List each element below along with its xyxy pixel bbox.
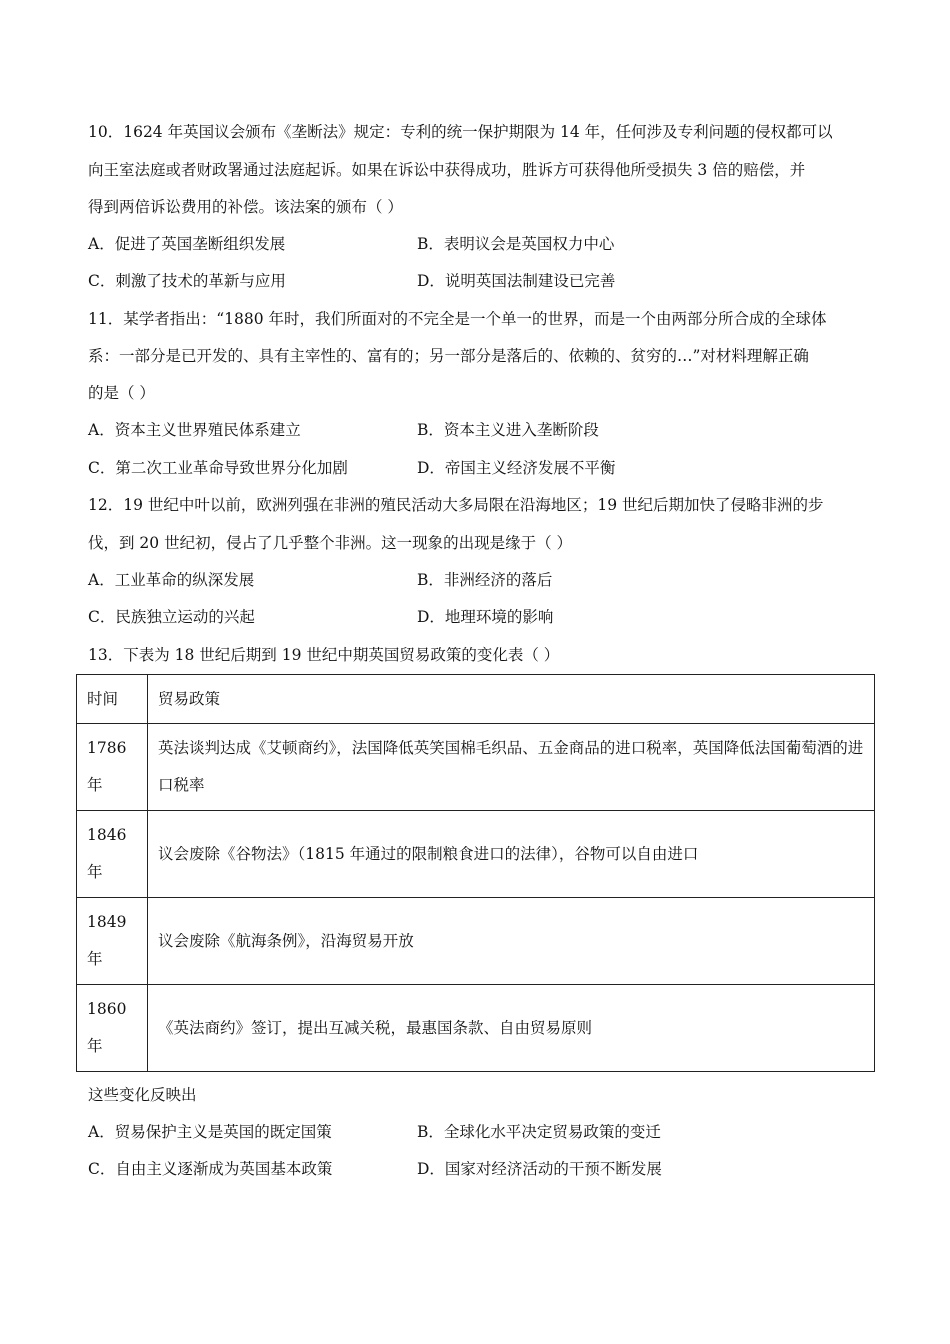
table-row bbox=[77, 811, 875, 898]
table-cell-policy: 议会废除《谷物法》（1815 年通过的限制粮食进口的法律），谷物可以自由进口 bbox=[148, 811, 875, 898]
table-cell-year: 1786 年 bbox=[77, 724, 148, 811]
table-header-policy: 贸易政策 bbox=[148, 675, 875, 724]
q13-option-d[interactable]: D．国家对经济活动的干预不断发展 bbox=[417, 1160, 662, 1178]
q10-option-a[interactable]: A．促进了英国垄断组织发展 bbox=[88, 235, 286, 253]
q10-option-b[interactable]: B．表明议会是英国权力中心 bbox=[417, 235, 615, 253]
q11-option-a[interactable]: A．资本主义世界殖民体系建立 bbox=[88, 421, 301, 439]
q11-stem-line2: 系：一部分是已开发的、具有主宰性的、富有的；另一部分是落后的、依赖的、贫穷的…”对材料理解正确 bbox=[88, 347, 809, 365]
table-cell-policy: 议会废除《航海条例》，沿海贸易开放 bbox=[148, 898, 875, 985]
table-row bbox=[77, 724, 875, 811]
trade-policy-table bbox=[76, 674, 875, 1072]
table-row bbox=[77, 985, 875, 1072]
table-cell-policy: 《英法商约》签订，提出互减关税，最惠国条款、自由贸易原则 bbox=[148, 985, 875, 1072]
table-cell-year: 1849 年 bbox=[77, 898, 148, 985]
q12-option-c[interactable]: C．民族独立运动的兴起 bbox=[88, 608, 255, 626]
q13-after-text: 这些变化反映出 bbox=[88, 1086, 197, 1104]
q12-stem-line2: 伐，到 20 世纪初，侵占了几乎整个非洲。这一现象的出现是缘于（ ） bbox=[88, 534, 573, 552]
q13-option-c[interactable]: C．自由主义逐渐成为英国基本政策 bbox=[88, 1160, 333, 1178]
q10-option-c[interactable]: C．刺激了技术的革新与应用 bbox=[88, 272, 286, 290]
q11-option-b[interactable]: B．资本主义进入垄断阶段 bbox=[417, 421, 599, 439]
table-row bbox=[77, 898, 875, 985]
q13-option-a[interactable]: A．贸易保护主义是英国的既定国策 bbox=[88, 1123, 332, 1141]
q13-option-b[interactable]: B．全球化水平决定贸易政策的变迁 bbox=[417, 1123, 661, 1141]
q11-stem-line1: 11．某学者指出：“1880 年时，我们所面对的不完全是一个单一的世界，而是一个由两部分所合成的全球体 bbox=[88, 310, 827, 328]
table-header-row bbox=[77, 675, 875, 724]
table-cell-policy: 英法谈判达成《艾顿商约》，法国降低英笑国棉毛织品、五金商品的进口税率，英国降低法国葡萄酒的进口税率 bbox=[148, 724, 875, 811]
q13-stem: 13．下表为 18 世纪后期到 19 世纪中期英国贸易政策的变化表（ ） bbox=[88, 646, 560, 664]
q10-stem-line2: 向王室法庭或者财政署通过法庭起诉。如果在诉讼中获得成功，胜诉方可获得他所受损失 3 倍的赔偿，并 bbox=[88, 161, 806, 179]
q12-option-a[interactable]: A．工业革命的纵深发展 bbox=[88, 571, 255, 589]
q11-option-c[interactable]: C．第二次工业革命导致世界分化加剧 bbox=[88, 459, 348, 477]
q10-stem-line1: 10．1624 年英国议会颁布《垄断法》规定：专利的统一保护期限为 14 年，任何涉及专利问题的侵权都可以 bbox=[88, 123, 833, 141]
q10-stem-line3: 得到两倍诉讼费用的补偿。该法案的颁布（ ） bbox=[88, 198, 403, 216]
q12-stem-line1: 12．19 世纪中叶以前，欧洲列强在非洲的殖民活动大多局限在沿海地区；19 世纪后期加快了侵略非洲的步 bbox=[88, 496, 824, 514]
table-header-time: 时间 bbox=[77, 675, 148, 724]
q12-option-d[interactable]: D．地理环境的影响 bbox=[417, 608, 554, 626]
q11-option-d[interactable]: D．帝国主义经济发展不平衡 bbox=[417, 459, 616, 477]
q10-option-d[interactable]: D．说明英国法制建设已完善 bbox=[417, 272, 616, 290]
table-cell-year: 1860 年 bbox=[77, 985, 148, 1072]
q11-stem-line3: 的是（ ） bbox=[88, 384, 155, 402]
table-cell-year: 1846 年 bbox=[77, 811, 148, 898]
q12-option-b[interactable]: B．非洲经济的落后 bbox=[417, 571, 553, 589]
